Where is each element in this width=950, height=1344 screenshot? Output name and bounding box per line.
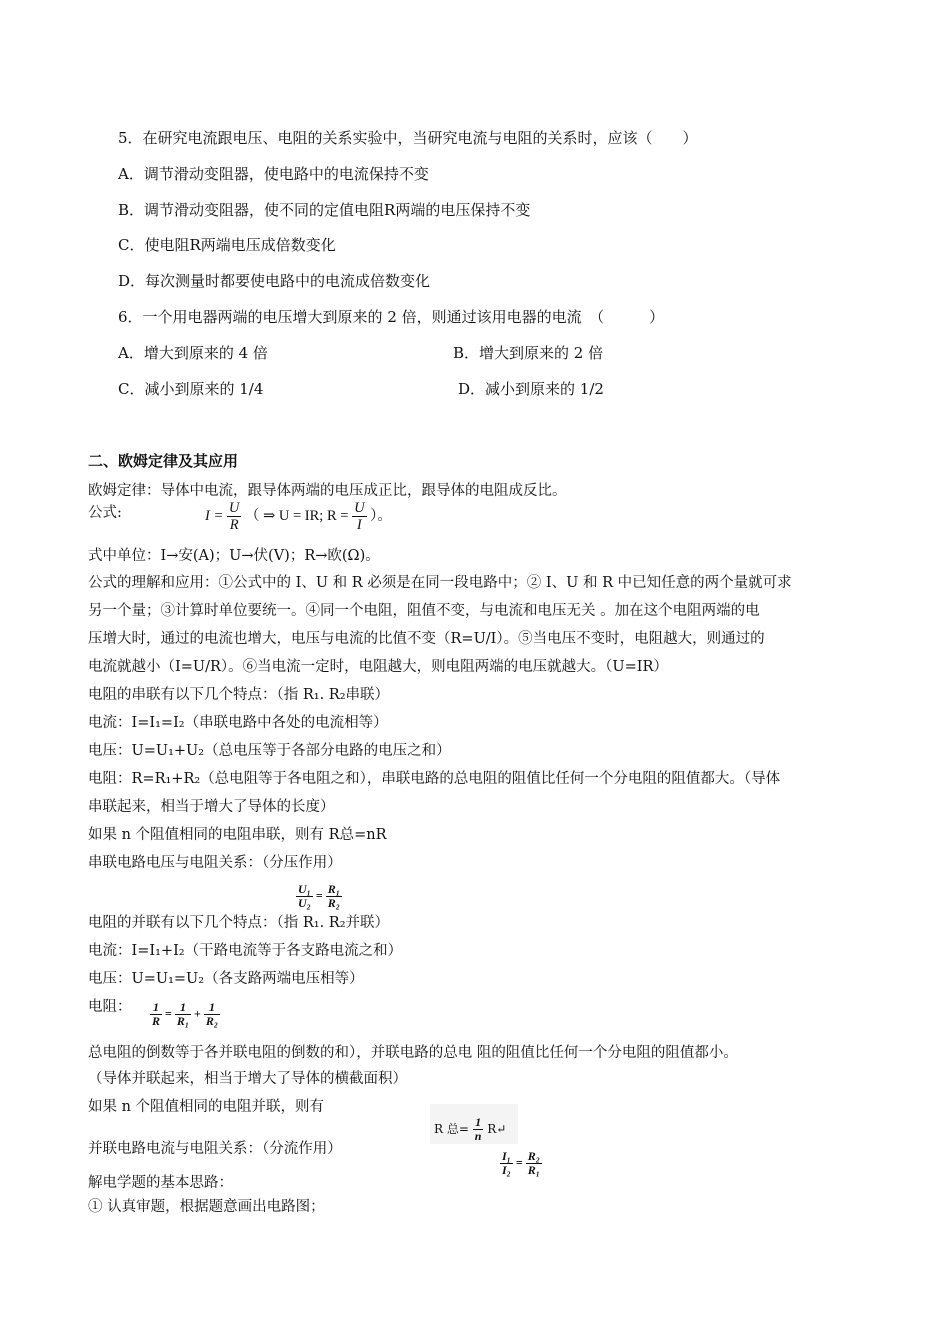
eq-one-a: 1 xyxy=(150,1001,162,1015)
series-voltage: 电压：U=U₁+U₂（总电压等于各部分电路的电压之和） xyxy=(88,743,451,759)
eq-r2-den: R₂ xyxy=(205,1014,219,1028)
eq-one-c: 1 xyxy=(204,1001,220,1015)
parallel-total: 总电阻的倒数等于各并联电阻的倒数的和），并联电路的总电 阻的阻值比任何一个分电阻的阻值都小。 xyxy=(88,1045,738,1061)
q6-option-d: D．减小到原来的 1/2 xyxy=(458,380,604,398)
parallel-total-cont: （导体并联起来，相当于增大了导体的横截面积） xyxy=(88,1071,407,1087)
q6-stem: 6．一个用电器两端的电压增大到原来的 2 倍，则通过该用电器的电流 （ ） xyxy=(118,308,665,326)
understand-line-3: 压增大时，通过的电流也增大，电压与电流的比值不变（R=U/I）。⑤当电压不变时，电阻越大，则通过的 xyxy=(88,631,765,647)
ohms-formula: I = $\frac{U}{R}$ （ ⇒ U = IR; R = $\frac{U}{I}$ ）。 xyxy=(205,500,392,533)
parallel-divider: 并联电路电流与电阻关系：（分流作用） xyxy=(88,1141,342,1157)
eq-r2-num: R₂ xyxy=(527,1149,540,1163)
parallel-reciprocal-equation: $\frac{1}{R}$ = $\frac{1}{\text{R₁}}$ + $\frac{1}{\text{R₂}}$ xyxy=(152,1000,219,1028)
parallel-intro: 电阻的并联有以下几个特点：（指 R₁. R₂并联） xyxy=(88,915,390,931)
eq-u1: U₁ xyxy=(298,882,311,896)
q6-option-b: B．增大到原来的 2 倍 xyxy=(453,344,604,362)
formula-denominator-2: I xyxy=(356,517,362,533)
formula-denominator: R xyxy=(229,517,239,533)
eq-r1: R₁ xyxy=(327,882,340,896)
eq-r: R xyxy=(152,1014,161,1028)
series-n-resistors: 如果 n 个阻值相同的电阻串联，则有 R总=nR xyxy=(88,827,387,843)
parallel-n-equation xyxy=(430,1104,518,1144)
parallel-ratio-equation: $\frac{\text{I₁}}{\text{I₂}}$ = $\frac{\text{R₂}}{\text{R₁}}$ xyxy=(502,1149,540,1177)
q6-option-c: C．减小到原来的 1/4 xyxy=(118,380,264,398)
section-heading: 二、欧姆定律及其应用 xyxy=(88,452,239,470)
units-line: 式中单位：I→安(A)；U→伏(V)；R→欧(Ω)。 xyxy=(88,548,380,564)
eq-n: n xyxy=(474,1129,482,1143)
solve-intro: 解电学题的基本思路： xyxy=(88,1175,233,1191)
understand-line-2: 另一个量；③计算时单位要统一。④同一个电阻，阻值不变，与电流和电压无关 。加在这个电阻两端的电 xyxy=(88,603,760,619)
ohms-law-statement: 欧姆定律：导体中电流，跟导体两端的电压成正比，跟导体的电阻成反比。 xyxy=(88,483,567,499)
eq-one-d: 1 xyxy=(473,1116,484,1130)
eq-r2: R₂ xyxy=(327,896,340,910)
series-resistance: 电阻：R=R₁+R₂（总电阻等于各电阻之和），串联电路的总电阻的阻值比任何一个分电阻的阻值都大。（导体 xyxy=(88,771,781,787)
parallel-n-resistors: 如果 n 个阻值相同的电阻并联，则有 xyxy=(88,1099,325,1115)
formula-derivation: （ ⇒ U = IR; R = xyxy=(245,507,349,524)
parallel-current: 电流：I=I₁+I₂（干路电流等于各支路电流之和） xyxy=(88,943,403,959)
q5-option-b: B．调节滑动变阻器，使不同的定值电阻R两端的电压保持不变 xyxy=(118,201,531,219)
formula-end: ）。 xyxy=(370,507,392,524)
formula-label: 公式: xyxy=(88,505,122,521)
parallel-resistance-label: 电阻： xyxy=(88,999,132,1015)
series-intro: 电阻的串联有以下几个特点：（指 R₁. R₂串联） xyxy=(88,687,390,703)
eq-u2: U₂ xyxy=(298,896,311,910)
q5-option-c: C．使电阻R两端电压成倍数变化 xyxy=(118,236,336,254)
eq-r-total: R 总= xyxy=(434,1122,469,1136)
formula-numerator: U xyxy=(228,500,240,516)
eq-i1: I₁ xyxy=(502,1149,511,1163)
q5-option-d: D．每次测量时都要使电路中的电流成倍数变化 xyxy=(118,272,431,290)
eq-i2: I₂ xyxy=(502,1163,511,1177)
series-current: 电流：I=I₁=I₂（串联电路中各处的电流相等） xyxy=(88,715,388,731)
series-divider: 串联电路电压与电阻关系：（分压作用） xyxy=(88,855,342,871)
formula-fraction xyxy=(227,500,241,533)
series-resistance-cont: 串联起来，相当于增大了导体的长度） xyxy=(88,799,335,815)
eq-r-suffix: R↵ xyxy=(487,1122,507,1136)
formula-fraction-2 xyxy=(352,500,366,533)
understand-line-4: 电流就越小（I=U/R）。⑥当电流一定时，电阻越大，则电阻两端的电压就越大。（U=IR） xyxy=(88,659,668,675)
q6-option-a: A．增大到原来的 4 倍 xyxy=(118,344,268,362)
q5-option-a: A．调节滑动变阻器，使电路中的电流保持不变 xyxy=(118,165,429,183)
understand-line-1: 公式的理解和应用：①公式中的 I、U 和 R 必须是在同一段电路中；② I、U 和 R 中已知任意的两个量就可求 xyxy=(88,575,792,591)
series-ratio-equation: $\frac{\text{U₁}}{\text{U₂}}$ = $\frac{\text{R₁}}{\text{R₂}}$ xyxy=(298,882,340,910)
eq-r1-den: R₁ xyxy=(176,1014,190,1028)
parallel-voltage: 电压：U=U₁=U₂（各支路两端电压相等） xyxy=(88,971,364,987)
formula-i: I xyxy=(205,507,210,524)
solve-step-1: ① 认真审题，根据题意画出电路图； xyxy=(88,1199,325,1215)
eq-r1-den2: R₁ xyxy=(527,1163,540,1177)
q5-stem: 5．在研究电流跟电压、电阻的关系实验中，当研究电流与电阻的关系时，应该（ ） xyxy=(118,129,698,147)
eq-one-b: 1 xyxy=(175,1001,191,1015)
formula-numerator-2: U xyxy=(354,500,365,516)
